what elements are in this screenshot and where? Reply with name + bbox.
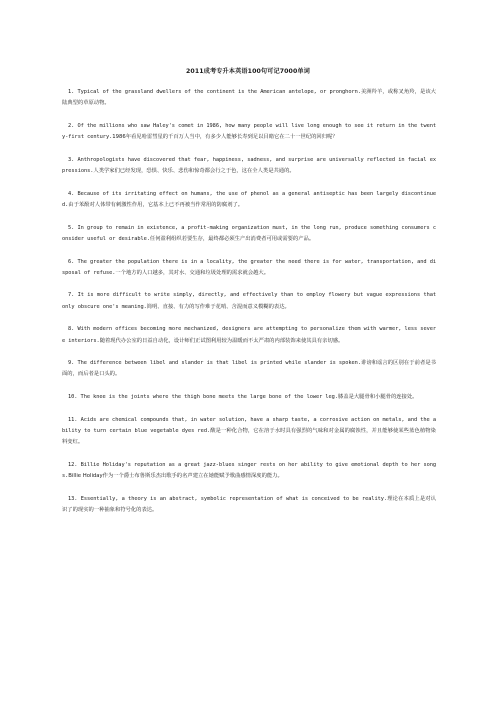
english-sentence: 4. Because of its irritating effect on humans, the use of phenol as a general antiseptic has been largely discontinued. — [62, 190, 436, 208]
english-sentence: 10. The knee is the joints where the thigh bone meets the large bone of the lower leg. — [68, 394, 338, 401]
english-sentence: 12. Billie Holiday's reputation as a great jazz-blues singer rests on her ability to give emotional depth to her songs. — [62, 461, 436, 480]
sentence-entry — [62, 290, 436, 312]
english-sentence: 8. With modern offices becoming more mechanized, designers are attempting to personalize them with warmer, less severe interiors. — [62, 326, 436, 344]
sentence-entry — [62, 324, 436, 346]
chinese-translation: 1986年看见哈雷彗星的千百万人当中，有多少人能够长寿到足以目睹它在二十一世纪的回归呢？ — [112, 134, 338, 141]
sentence-entry — [62, 460, 436, 482]
english-sentence: 3. Anthropologists have discovered that fear, happiness, sadness, and surprise are universally reflected in facial expressions. — [62, 156, 436, 175]
sentence-entry — [62, 494, 436, 516]
chinese-translation: 膝盖是大腿骨和小腿骨的连接处。 — [337, 394, 418, 401]
english-sentence: 2. Of the millions who saw Haley's comet in 1986, how many people will live long enough to see it return in the twenty-first century. — [62, 122, 436, 141]
chinese-translation: 任何盈利组织若要生存，最终都必须生产出消费者可用或需要的产品。 — [149, 235, 315, 242]
chinese-translation: 美洲羚羊，或称叉角羚，是该大陆典型的草原动物。 — [62, 89, 436, 107]
document-title: 2011成考专升本英语100句可记7000单词 — [186, 68, 310, 75]
sentence-entry — [62, 87, 436, 109]
chinese-translation: 由于苯酚对人体带有刺激性作用，它基本上已不再被当作常用的防腐剂了。 — [68, 201, 244, 208]
sentence-entry — [62, 392, 436, 403]
sentence-entry — [62, 257, 436, 279]
chinese-translation: 酸是一种化合物，它在溶于水时具有强烈的气味和对金属的腐蚀性，并且能够使某些蓝色植物染料变红。 — [62, 428, 436, 446]
chinese-translation: Billie Holiday作为一个爵士布鲁斯乐杰出歌手的名声建立在她能赋予歌曲感情深度的能力。 — [68, 473, 283, 480]
sentence-entry — [62, 121, 436, 143]
english-sentence: 5. In group to remain in existence, a profit-making organization must, in the long run, produce something consumers consider useful or desirable. — [62, 224, 436, 242]
english-sentence: 7. It is more difficult to write simply, directly, and effectively than to employ flowery but vague expressions that only obscure one's meaning. — [62, 292, 436, 310]
chinese-translation: 理论在本质上是对认识了的现实的一种抽象和符号化的表达。 — [62, 495, 436, 514]
chinese-translation: 诽谤和谣言的区别在于前者是书面的，而后者是口头的。 — [62, 360, 436, 378]
chinese-translation: 简明、直接、有力的写作难于花哨、含混而意义模糊的表达。 — [146, 303, 290, 310]
english-sentence: 1. Typical of the grassland dwellers of the continent is the American antelope, or pronghorn. — [68, 89, 361, 95]
chinese-translation: 一个地方的人口越多，其对水、交通和垃圾处理的需求就会越大。 — [115, 269, 269, 276]
sentence-entry — [62, 415, 436, 449]
sentence-entry — [62, 223, 436, 245]
english-sentence: 6. The greater the population there is in a locality, the greater the need there is for water, transportation, and disposal of refuse. — [62, 258, 436, 276]
sentence-entry — [62, 189, 436, 211]
sentence-list — [62, 87, 436, 528]
chinese-translation: 人类学家们已经发现，恐惧、快乐、悲伤和惊奇都会行之于色，这在全人类是共通的。 — [93, 168, 295, 175]
chinese-translation: 随着现代办公室的日益自动化，设计师们正试图利用较为温暖而不太严肃的内部装饰来使其具有亲切感。 — [99, 337, 344, 344]
english-sentence: 11. Acids are chemical compounds that, in water solution, have a sharp taste, a corrosive action on metals, and the ability to turn certain blue vegetable dyes red. — [62, 416, 436, 435]
sentence-entry — [62, 358, 436, 380]
english-sentence: 9. The difference between libel and slander is that libel is printed while slander is spoken. — [68, 360, 361, 367]
english-sentence: 13. Essentially, a theory is an abstract, symbolic representation of what is conceived to be reality. — [68, 495, 388, 502]
sentence-entry — [62, 155, 436, 177]
